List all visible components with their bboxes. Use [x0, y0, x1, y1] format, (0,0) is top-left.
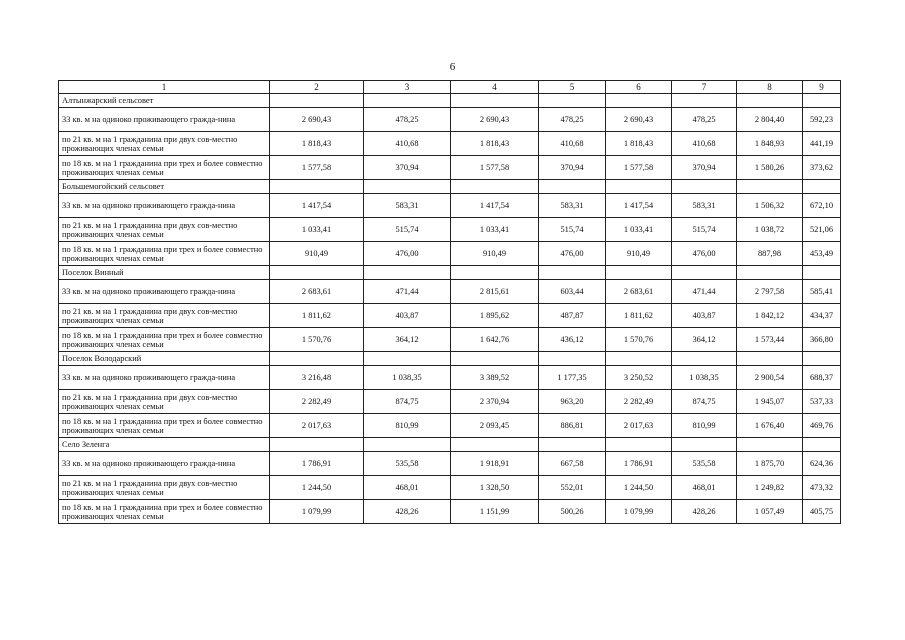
value-cell: 2 282,49 [606, 390, 672, 414]
value-cell: 1 244,50 [270, 476, 364, 500]
value-cell: 1 038,35 [364, 366, 451, 390]
value-cell: 2 900,54 [737, 366, 803, 390]
empty-cell [364, 352, 451, 366]
value-cell: 1 577,58 [606, 156, 672, 180]
section-title: Большемогойский сельсовет [59, 180, 270, 194]
empty-cell [270, 266, 364, 280]
value-cell: 3 389,52 [451, 366, 539, 390]
table-row [59, 218, 841, 242]
value-cell: 1 417,54 [451, 194, 539, 218]
row-label: по 18 кв. м на 1 гражданина при трех и более совместно проживающих членах семьи [59, 414, 270, 438]
empty-cell [672, 266, 737, 280]
value-cell: 1 818,43 [270, 132, 364, 156]
row-label: по 21 кв. м на 1 гражданина при двух сов-местно проживающих членах семьи [59, 390, 270, 414]
value-cell: 410,68 [672, 132, 737, 156]
section-row [59, 266, 841, 280]
value-cell: 500,26 [539, 500, 606, 524]
empty-cell [539, 180, 606, 194]
value-cell: 1 506,32 [737, 194, 803, 218]
value-cell: 1 079,99 [606, 500, 672, 524]
value-cell: 478,25 [364, 108, 451, 132]
empty-cell [364, 438, 451, 452]
row-label: по 21 кв. м на 1 гражданина при двух сов-местно проживающих членах семьи [59, 476, 270, 500]
value-cell: 1 244,50 [606, 476, 672, 500]
empty-cell [539, 94, 606, 108]
row-label: 33 кв. м на одиноко проживающего гражда-нина [59, 366, 270, 390]
value-cell: 1 786,91 [270, 452, 364, 476]
value-cell: 1 177,35 [539, 366, 606, 390]
value-cell: 1 676,40 [737, 414, 803, 438]
value-cell: 471,44 [364, 280, 451, 304]
column-header-5: 5 [539, 81, 606, 94]
column-header-7: 7 [672, 81, 737, 94]
value-cell: 1 842,12 [737, 304, 803, 328]
table-row [59, 366, 841, 390]
value-cell: 1 033,41 [451, 218, 539, 242]
value-cell: 887,98 [737, 242, 803, 266]
empty-cell [606, 266, 672, 280]
empty-cell [539, 352, 606, 366]
value-cell: 537,33 [803, 390, 841, 414]
value-cell: 910,49 [451, 242, 539, 266]
value-cell: 428,26 [364, 500, 451, 524]
value-cell: 476,00 [364, 242, 451, 266]
value-cell: 1 642,76 [451, 328, 539, 352]
value-cell: 1 151,99 [451, 500, 539, 524]
value-cell: 468,01 [364, 476, 451, 500]
column-header-8: 8 [737, 81, 803, 94]
value-cell: 478,25 [672, 108, 737, 132]
empty-cell [364, 266, 451, 280]
empty-cell [451, 352, 539, 366]
value-cell: 1 811,62 [606, 304, 672, 328]
value-cell: 405,75 [803, 500, 841, 524]
row-label: 33 кв. м на одиноко проживающего гражда-нина [59, 280, 270, 304]
value-cell: 410,68 [364, 132, 451, 156]
value-cell: 535,58 [364, 452, 451, 476]
value-cell: 886,81 [539, 414, 606, 438]
value-cell: 471,44 [672, 280, 737, 304]
table-body [59, 81, 841, 524]
value-cell: 370,94 [672, 156, 737, 180]
empty-cell [539, 266, 606, 280]
value-cell: 1 328,50 [451, 476, 539, 500]
value-cell: 515,74 [539, 218, 606, 242]
value-cell: 1 079,99 [270, 500, 364, 524]
value-cell: 603,44 [539, 280, 606, 304]
value-cell: 963,20 [539, 390, 606, 414]
table-row [59, 390, 841, 414]
empty-cell [737, 438, 803, 452]
value-cell: 910,49 [606, 242, 672, 266]
row-label: по 18 кв. м на 1 гражданина при трех и более совместно проживающих членах семьи [59, 242, 270, 266]
row-label: по 18 кв. м на 1 гражданина при трех и более совместно проживающих членах семьи [59, 500, 270, 524]
row-label: по 18 кв. м на 1 гражданина при трех и более совместно проживающих членах семьи [59, 328, 270, 352]
empty-cell [803, 94, 841, 108]
value-cell: 453,49 [803, 242, 841, 266]
value-cell: 1 038,72 [737, 218, 803, 242]
value-cell: 667,58 [539, 452, 606, 476]
empty-cell [737, 94, 803, 108]
empty-cell [606, 180, 672, 194]
empty-cell [737, 180, 803, 194]
value-cell: 366,80 [803, 328, 841, 352]
value-cell: 1 875,70 [737, 452, 803, 476]
empty-cell [672, 180, 737, 194]
value-cell: 874,75 [672, 390, 737, 414]
section-title: Поселок Володарский [59, 352, 270, 366]
value-cell: 2 017,63 [270, 414, 364, 438]
value-cell: 1 573,44 [737, 328, 803, 352]
value-cell: 2 017,63 [606, 414, 672, 438]
value-cell: 2 690,43 [270, 108, 364, 132]
column-header-row [59, 81, 841, 94]
table-row [59, 242, 841, 266]
column-header-2: 2 [270, 81, 364, 94]
value-cell: 1 570,76 [270, 328, 364, 352]
value-cell: 810,99 [364, 414, 451, 438]
section-row [59, 94, 841, 108]
empty-cell [364, 94, 451, 108]
column-header-1: 1 [59, 81, 270, 94]
value-cell: 2 093,45 [451, 414, 539, 438]
value-cell: 1 818,43 [606, 132, 672, 156]
row-label: 33 кв. м на одиноко проживающего гражда-нина [59, 108, 270, 132]
value-cell: 1 038,35 [672, 366, 737, 390]
value-cell: 2 804,40 [737, 108, 803, 132]
value-cell: 487,87 [539, 304, 606, 328]
value-cell: 1 249,82 [737, 476, 803, 500]
value-cell: 624,36 [803, 452, 841, 476]
value-cell: 810,99 [672, 414, 737, 438]
value-cell: 1 570,76 [606, 328, 672, 352]
value-cell: 436,12 [539, 328, 606, 352]
column-header-4: 4 [451, 81, 539, 94]
empty-cell [672, 352, 737, 366]
value-cell: 2 797,58 [737, 280, 803, 304]
value-cell: 910,49 [270, 242, 364, 266]
value-cell: 583,31 [539, 194, 606, 218]
value-cell: 473,32 [803, 476, 841, 500]
value-cell: 403,87 [364, 304, 451, 328]
table-row [59, 452, 841, 476]
empty-cell [270, 94, 364, 108]
value-cell: 2 690,43 [451, 108, 539, 132]
value-cell: 1 033,41 [270, 218, 364, 242]
value-cell: 874,75 [364, 390, 451, 414]
value-cell: 468,01 [672, 476, 737, 500]
table-row [59, 108, 841, 132]
value-cell: 592,23 [803, 108, 841, 132]
value-cell: 1 848,93 [737, 132, 803, 156]
value-cell: 373,62 [803, 156, 841, 180]
value-cell: 1 786,91 [606, 452, 672, 476]
row-label: по 21 кв. м на 1 гражданина при двух сов-местно проживающих членах семьи [59, 218, 270, 242]
empty-cell [672, 94, 737, 108]
value-cell: 1 895,62 [451, 304, 539, 328]
value-cell: 2 370,94 [451, 390, 539, 414]
empty-cell [803, 438, 841, 452]
value-cell: 1 033,41 [606, 218, 672, 242]
empty-cell [451, 180, 539, 194]
value-cell: 2 815,61 [451, 280, 539, 304]
section-title: Поселок Винный [59, 266, 270, 280]
value-cell: 478,25 [539, 108, 606, 132]
value-cell: 434,37 [803, 304, 841, 328]
empty-cell [451, 438, 539, 452]
section-row [59, 438, 841, 452]
value-cell: 515,74 [672, 218, 737, 242]
value-cell: 688,37 [803, 366, 841, 390]
empty-cell [803, 352, 841, 366]
value-cell: 2 282,49 [270, 390, 364, 414]
section-row [59, 352, 841, 366]
column-header-9: 9 [803, 81, 841, 94]
value-cell: 585,41 [803, 280, 841, 304]
value-cell: 441,19 [803, 132, 841, 156]
value-cell: 1 417,54 [606, 194, 672, 218]
value-cell: 1 945,07 [737, 390, 803, 414]
section-title: Алтынжарский сельсовет [59, 94, 270, 108]
value-cell: 403,87 [672, 304, 737, 328]
column-header-6: 6 [606, 81, 672, 94]
table-row [59, 132, 841, 156]
empty-cell [451, 94, 539, 108]
value-cell: 1 057,49 [737, 500, 803, 524]
empty-cell [364, 180, 451, 194]
value-cell: 1 577,58 [451, 156, 539, 180]
value-cell: 1 417,54 [270, 194, 364, 218]
value-cell: 672,10 [803, 194, 841, 218]
empty-cell [606, 438, 672, 452]
table-row [59, 328, 841, 352]
value-cell: 1 818,43 [451, 132, 539, 156]
table-row [59, 414, 841, 438]
empty-cell [606, 352, 672, 366]
empty-cell [451, 266, 539, 280]
value-cell: 2 690,43 [606, 108, 672, 132]
value-cell: 476,00 [672, 242, 737, 266]
empty-cell [803, 180, 841, 194]
row-label: 33 кв. м на одиноко проживающего гражда-нина [59, 194, 270, 218]
value-cell: 469,76 [803, 414, 841, 438]
empty-cell [737, 352, 803, 366]
value-cell: 1 918,91 [451, 452, 539, 476]
value-cell: 370,94 [539, 156, 606, 180]
value-cell: 364,12 [364, 328, 451, 352]
value-cell: 515,74 [364, 218, 451, 242]
table-row [59, 280, 841, 304]
row-label: по 21 кв. м на 1 гражданина при двух сов-местно проживающих членах семьи [59, 132, 270, 156]
empty-cell [737, 266, 803, 280]
value-cell: 1 580,26 [737, 156, 803, 180]
page-number: 6 [449, 61, 456, 73]
row-label: 33 кв. м на одиноко проживающего гражда-нина [59, 452, 270, 476]
column-header-3: 3 [364, 81, 451, 94]
empty-cell [672, 438, 737, 452]
value-cell: 370,94 [364, 156, 451, 180]
table-row [59, 194, 841, 218]
value-cell: 583,31 [364, 194, 451, 218]
value-cell: 2 683,61 [270, 280, 364, 304]
housing-cost-table [58, 80, 841, 524]
value-cell: 3 250,52 [606, 366, 672, 390]
value-cell: 552,01 [539, 476, 606, 500]
table-row [59, 304, 841, 328]
section-row [59, 180, 841, 194]
value-cell: 3 216,48 [270, 366, 364, 390]
empty-cell [270, 352, 364, 366]
empty-cell [270, 180, 364, 194]
section-title: Село Зеленга [59, 438, 270, 452]
empty-cell [270, 438, 364, 452]
table-row [59, 476, 841, 500]
row-label: по 21 кв. м на 1 гражданина при двух сов-местно проживающих членах семьи [59, 304, 270, 328]
empty-cell [606, 94, 672, 108]
value-cell: 410,68 [539, 132, 606, 156]
value-cell: 364,12 [672, 328, 737, 352]
row-label: по 18 кв. м на 1 гражданина при трех и более совместно проживающих членах семьи [59, 156, 270, 180]
value-cell: 583,31 [672, 194, 737, 218]
value-cell: 476,00 [539, 242, 606, 266]
value-cell: 1 811,62 [270, 304, 364, 328]
empty-cell [539, 438, 606, 452]
value-cell: 428,26 [672, 500, 737, 524]
table-row [59, 156, 841, 180]
table-row [59, 500, 841, 524]
value-cell: 1 577,58 [270, 156, 364, 180]
value-cell: 535,58 [672, 452, 737, 476]
value-cell: 521,06 [803, 218, 841, 242]
value-cell: 2 683,61 [606, 280, 672, 304]
empty-cell [803, 266, 841, 280]
